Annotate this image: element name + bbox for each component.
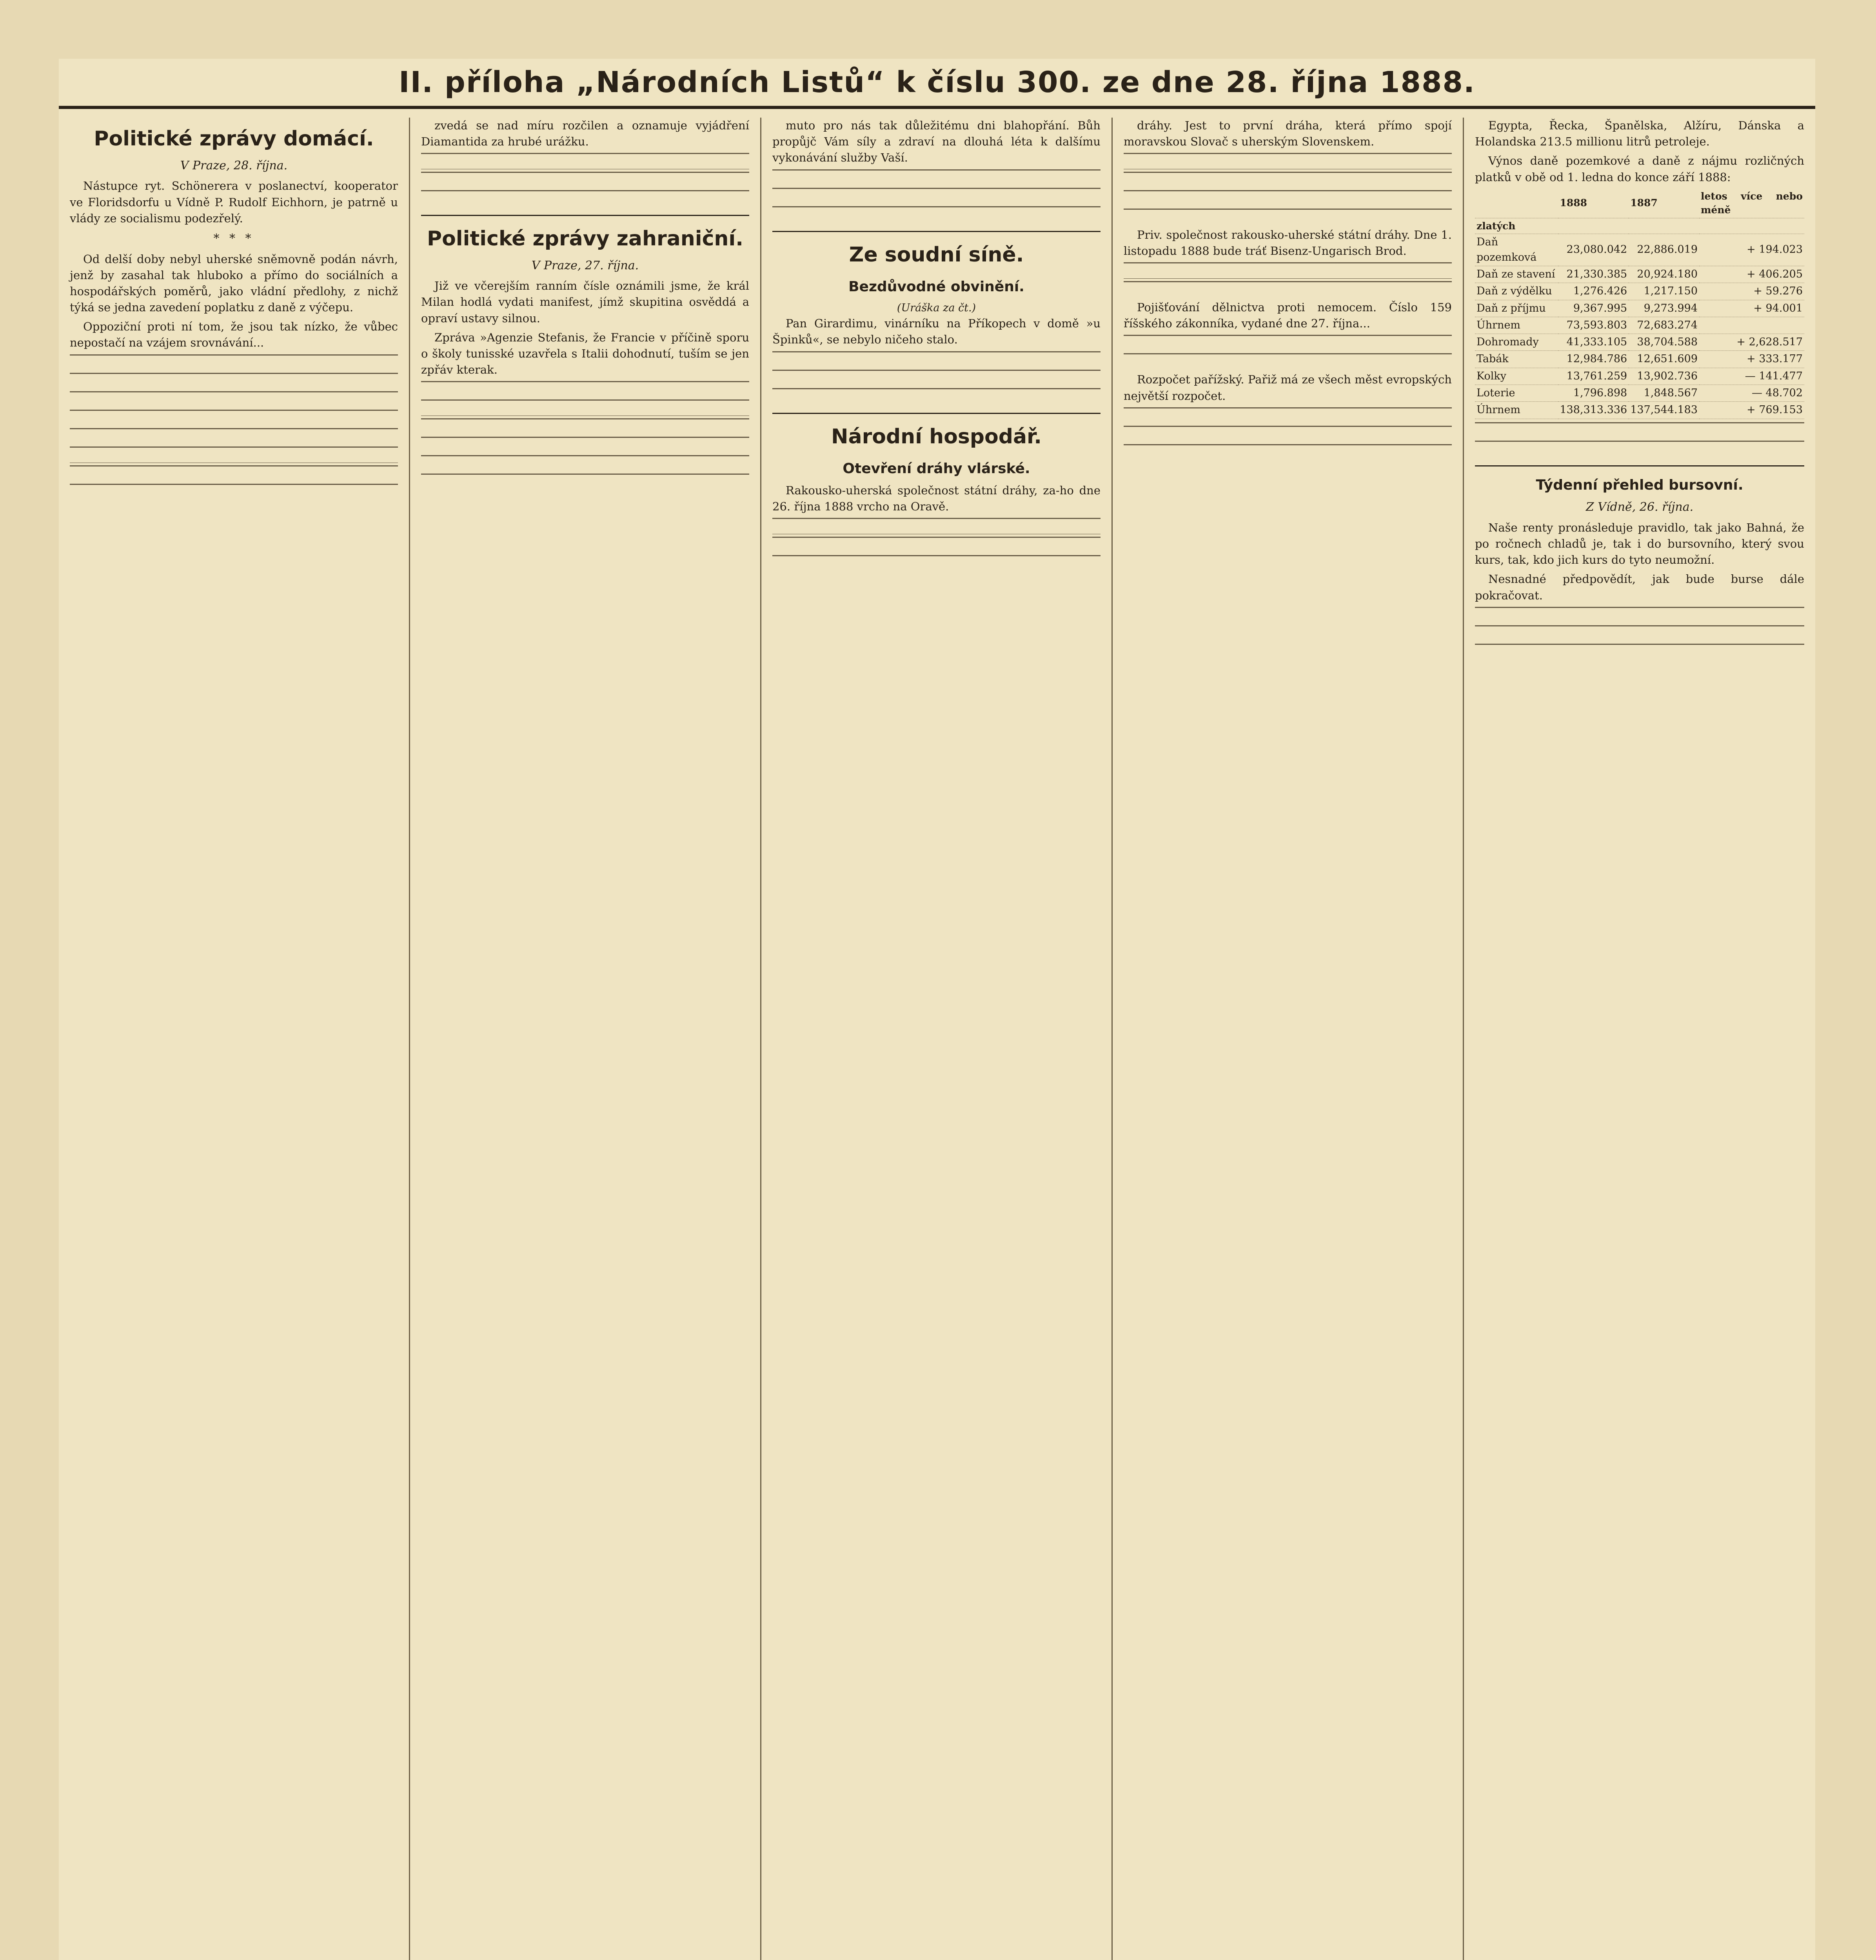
table-cell: 12,984.786 bbox=[1558, 351, 1629, 368]
table-unit-row bbox=[1475, 218, 1804, 234]
section-rule bbox=[421, 215, 749, 216]
article-paragraph: Zpráva »Agenzie Stefanis, že Francie v příčině sporu o školy tunisské uzavřela s Italii dohodnutí, tuším se jen zpřáv kterak. bbox=[421, 330, 749, 377]
article-paragraph: zvedá se nad míru rozčilen a oznamuje vyjádření Diamantida za hrubé urážku. bbox=[421, 119, 749, 149]
table-cell: 21,330.385 bbox=[1558, 266, 1629, 283]
section-heading-bourse: Týdenní přehled bursovní. bbox=[1536, 477, 1743, 494]
section-divider: * * * bbox=[213, 231, 254, 245]
body-text-block bbox=[1124, 335, 1452, 369]
table-row bbox=[1475, 402, 1804, 419]
body-text-block bbox=[70, 354, 398, 500]
table-row bbox=[1475, 351, 1804, 368]
article-paragraph: Rozpočet pařížský. Pařiž má ze všech měst evropských největší rozpočet. bbox=[1124, 373, 1452, 403]
table-header-row bbox=[1475, 189, 1804, 218]
article-paragraph: Již ve včerejším ranním čísle oznámili jsme, že král Milan hodlá vydati manifest, jímž skupitina osvěddá a opraví ustavy silnou. bbox=[421, 279, 749, 325]
section-heading-foreign: Politické zprávy zahraniční. bbox=[427, 227, 744, 250]
table-cell: Daň pozemková bbox=[1475, 234, 1558, 266]
section-heading-court: Ze soudní síně. bbox=[849, 243, 1024, 267]
table-cell: Daň z výdělku bbox=[1475, 283, 1558, 300]
table-cell: 72,683.274 bbox=[1629, 317, 1699, 334]
table-cell: 23,080.042 bbox=[1558, 234, 1629, 266]
table-row bbox=[1475, 283, 1804, 300]
section-rule bbox=[772, 413, 1101, 414]
table-cell: Daň ze stavení bbox=[1475, 266, 1558, 283]
table-cell: + 59.276 bbox=[1699, 283, 1804, 300]
dateline: V Praze, 28. října. bbox=[180, 158, 288, 172]
table-cell: + 194.023 bbox=[1699, 234, 1804, 266]
newspaper-page bbox=[59, 59, 1815, 1960]
body-text-block bbox=[421, 153, 749, 206]
table-cell: + 406.205 bbox=[1699, 266, 1804, 283]
column-2 bbox=[410, 118, 761, 1960]
article-paragraph: Nástupce ryt. Schönerera v poslanectví, kooperator ve Floridsdorfu u Vídně P. Rudolf Eichhorn, je patrně u vlády ze socialismu podezřelý. bbox=[70, 179, 398, 225]
table-cell: 12,651.609 bbox=[1629, 351, 1699, 368]
table-cell: — 48.702 bbox=[1699, 385, 1804, 402]
body-text-block bbox=[421, 381, 749, 490]
body-text-block bbox=[1124, 262, 1452, 297]
article-paragraph: Priv. společnost rakousko-uherské státní dráhy. Dne 1. listopadu 1888 bude tráť Bisenz-Ungarisch Brod. bbox=[1124, 228, 1452, 258]
table-cell: + 94.001 bbox=[1699, 300, 1804, 317]
article-note: (Uráška za čt.) bbox=[897, 301, 976, 314]
body-text-block bbox=[1475, 607, 1804, 660]
table-cell: 1,848.567 bbox=[1629, 385, 1699, 402]
masthead: II. příloha „Národních Listů“ k číslu 300. ze dne 28. října 1888. bbox=[59, 59, 1815, 109]
article-paragraph: Výnos daně pozemkové a daně z nájmu rozličných platků v obě od 1. ledna do konce září 1888: bbox=[1475, 154, 1804, 184]
table-row bbox=[1475, 266, 1804, 283]
table-cell: Dohromady bbox=[1475, 334, 1558, 351]
section-heading-domestic: Politické zprávy domácí. bbox=[94, 127, 374, 151]
table-cell: 13,761.259 bbox=[1558, 368, 1629, 385]
article-paragraph: Oppoziční proti ní tom, že jsou tak nízko, že vůbec nepostačí na vzájem srovnávání... bbox=[70, 320, 398, 350]
article-subheading: Bezdůvodné obvinění. bbox=[848, 278, 1024, 295]
table-cell: 73,593.803 bbox=[1558, 317, 1629, 334]
column-3 bbox=[761, 118, 1113, 1960]
dateline: Z Vídně, 26. října. bbox=[1585, 500, 1694, 514]
column-1 bbox=[59, 118, 410, 1960]
table-cell: + 2,628.517 bbox=[1699, 334, 1804, 351]
table-row bbox=[1475, 234, 1804, 266]
article-paragraph: dráhy. Jest to první dráha, která přímo spojí moravskou Slovač s uherským Slovenskem. bbox=[1124, 119, 1452, 149]
section-rule bbox=[1475, 465, 1804, 466]
section-heading-economy: Národní hospodář. bbox=[831, 425, 1042, 449]
table-cell bbox=[1699, 317, 1804, 334]
table-cell: 9,273.994 bbox=[1629, 300, 1699, 317]
table-cell: + 769.153 bbox=[1699, 402, 1804, 419]
column-5 bbox=[1464, 118, 1815, 1960]
table-cell: 41,333.105 bbox=[1558, 334, 1629, 351]
table-cell: 1,276.426 bbox=[1558, 283, 1629, 300]
table-unit: zlatých bbox=[1475, 218, 1804, 234]
table-cell: 137,544.183 bbox=[1629, 402, 1699, 419]
body-text-block bbox=[772, 169, 1101, 223]
body-text-block bbox=[1124, 407, 1452, 461]
table-row bbox=[1475, 385, 1804, 402]
table-cell: Daň z příjmu bbox=[1475, 300, 1558, 317]
table-cell: 13,902.736 bbox=[1629, 368, 1699, 385]
table-cell: — 141.477 bbox=[1699, 368, 1804, 385]
table-cell: + 333.177 bbox=[1699, 351, 1804, 368]
table-header: 1887 bbox=[1629, 189, 1699, 218]
table-row bbox=[1475, 334, 1804, 351]
table-cell: 38,704.588 bbox=[1629, 334, 1699, 351]
article-paragraph: Naše renty pronásleduje pravidlo, tak jako Bahná, že po ročnech chladů je, tak i do bursovního, který svou kurs, tak, kdo jich kurs do tyto neumožní. bbox=[1475, 521, 1804, 567]
article-paragraph: Rakousko-uherská společnost státní dráhy, za-ho dne 26. října 1888 vrcho na Oravě. bbox=[772, 484, 1101, 514]
article-paragraph: Od delší doby nebyl uherské sněmovně podán návrh, jenž by zasahal tak hluboko a přímo do sociálních a hospodářských poměrů, jako vládní předlohy, z nichž týká se jedna zavedení poplatku z daně z výčepu. bbox=[70, 252, 398, 314]
table-cell: Úhrnem bbox=[1475, 317, 1558, 334]
table-cell: Kolky bbox=[1475, 368, 1558, 385]
table-header: 1888 bbox=[1558, 189, 1629, 218]
table-cell: 1,217.150 bbox=[1629, 283, 1699, 300]
table-cell: Tabák bbox=[1475, 351, 1558, 368]
table-cell: 9,367.995 bbox=[1558, 300, 1629, 317]
table-header: letos více nebo méně bbox=[1699, 189, 1804, 218]
table-cell: 138,313.336 bbox=[1558, 402, 1629, 419]
table-cell: Loterie bbox=[1475, 385, 1558, 402]
table-row bbox=[1475, 300, 1804, 317]
table-row bbox=[1475, 368, 1804, 385]
article-paragraph: muto pro nás tak důležitému dni blahopřání. Bůh propůjč Vám síly a zdraví na dlouhá léta k dalšímu vykonávání služby Vaší. bbox=[772, 119, 1101, 165]
table-header bbox=[1475, 189, 1558, 218]
body-text-block bbox=[772, 518, 1101, 571]
column-4 bbox=[1113, 118, 1464, 1960]
article-subheading: Otevření dráhy vlárské. bbox=[843, 460, 1030, 477]
section-rule bbox=[772, 231, 1101, 232]
table-cell: Úhrnem bbox=[1475, 402, 1558, 419]
article-paragraph: Pan Girardimu, vinárníku na Příkopech v domě »u Špinků«, se nebylo ničeho stalo. bbox=[772, 317, 1101, 347]
body-text-block bbox=[772, 351, 1101, 405]
article-paragraph: Pojišťování dělnictva proti nemocem. Číslo 159 říšského zákonníka, vydané dne 27. října... bbox=[1124, 300, 1452, 330]
table-row bbox=[1475, 317, 1804, 334]
table-cell: 22,886.019 bbox=[1629, 234, 1699, 266]
article-paragraph: Nesnadné předpovědít, jak bude burse dále pokračovat. bbox=[1475, 572, 1804, 602]
dateline: V Praze, 27. října. bbox=[531, 258, 639, 272]
body-text-block bbox=[1475, 422, 1804, 457]
article-paragraph: Egypta, Řecka, Španělska, Alžíru, Dánska a Holandska 213.5 millionu litrů petroleje. bbox=[1475, 119, 1804, 149]
table-cell: 1,796.898 bbox=[1558, 385, 1629, 402]
table-cell: 20,924.180 bbox=[1629, 266, 1699, 283]
body-text-block bbox=[1124, 153, 1452, 225]
revenue-table bbox=[1475, 189, 1804, 419]
columns bbox=[59, 118, 1815, 1960]
